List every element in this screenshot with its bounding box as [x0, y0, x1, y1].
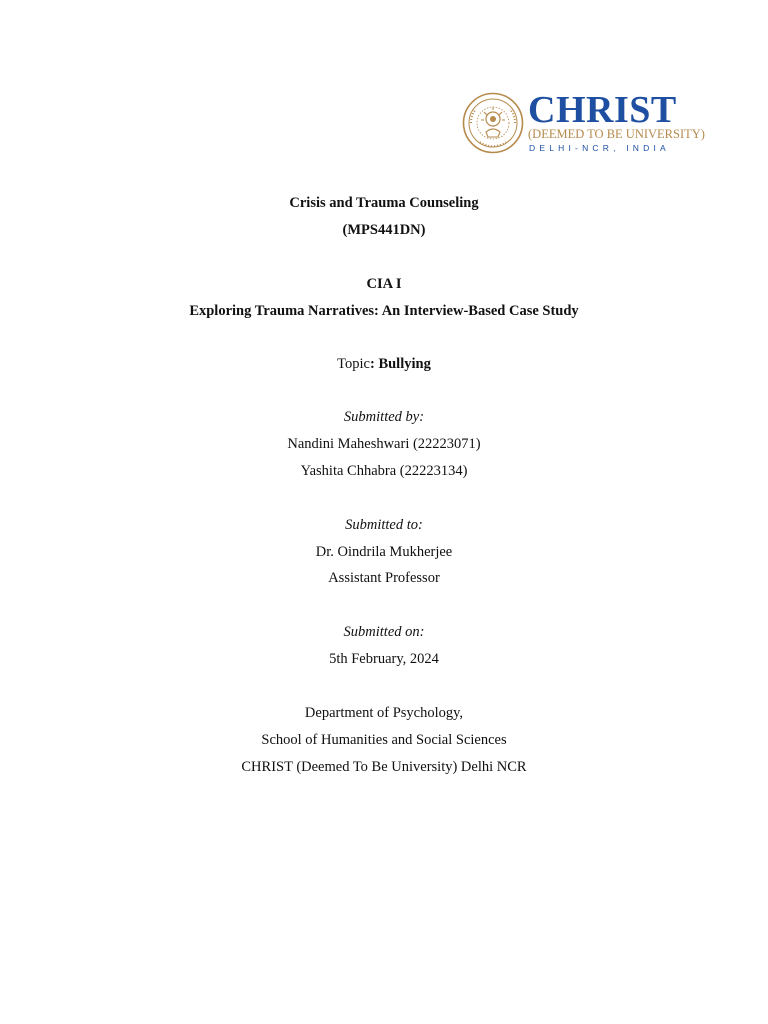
course-code: (MPS441DN)	[342, 222, 426, 238]
university-seal-icon	[462, 92, 524, 154]
university-name: CHRIST (Deemed To Be University) Delhi NCR	[241, 759, 527, 775]
assignment-title: Exploring Trauma Narratives: An Interview-Based Case Study	[189, 303, 579, 319]
student-2: Yashita Chhabra (22223134)	[300, 463, 468, 479]
submitted-on-label: Submitted on:	[343, 624, 425, 640]
student-1: Nandini Maheshwari (22223071)	[287, 436, 481, 452]
course-name: Crisis and Trauma Counseling	[289, 195, 479, 211]
logo-wordmark: CHRIST	[528, 89, 677, 131]
school: School of Humanities and Social Sciences	[261, 732, 507, 748]
logo-location: DELHI-NCR, INDIA	[529, 143, 670, 153]
submitted-to-label: Submitted to:	[345, 517, 423, 533]
logo-tagline: (DEEMED TO BE UNIVERSITY)	[528, 127, 705, 141]
assignment-label: CIA I	[366, 276, 402, 292]
supervisor-designation: Assistant Professor	[328, 570, 440, 586]
department: Department of Psychology,	[304, 705, 464, 721]
university-logo	[462, 89, 705, 158]
topic-value: : Bullying	[369, 356, 431, 372]
topic-line	[0, 355, 768, 373]
supervisor-name: Dr. Oindrila Mukherjee	[315, 544, 453, 560]
topic-label: Topic	[337, 356, 370, 372]
submitted-by-label: Submitted by:	[343, 409, 425, 425]
submission-date: 5th February, 2024	[329, 651, 439, 667]
